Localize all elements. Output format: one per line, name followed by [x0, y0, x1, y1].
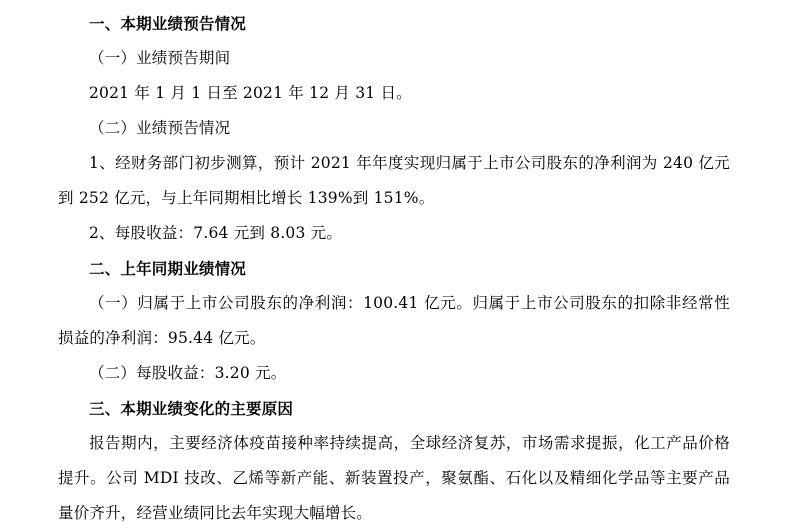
reason-paragraph: 报告期内，主要经济体疫苗接种率持续提高，全球经济复苏，市场需求提振，化工产品价格提升。公司 MDI 技改、乙烯等新产能、新装置投产，聚氨酯、石化以及精细化学品等主要产品量价齐升，经营业绩同比去年实现大幅增长。 [58, 434, 730, 522]
subsection-heading-1-2: （二）业绩预告情况 [89, 119, 231, 137]
forecast-item-2: 2、每股收益：7.64 元到 8.03 元。 [89, 224, 343, 242]
section-heading-2: 二、上年同期业绩情况 [89, 259, 247, 278]
forecast-item-1: 1、经财务部门初步测算，预计 2021 年年度实现归属于上市公司股东的净利润为 240 亿元到 252 亿元，与上年同期相比增长 139%到 151%。 [58, 154, 730, 207]
subsection-heading-1-1: （一）业绩预告期间 [89, 49, 231, 67]
forecast-period-text: 2021 年 1 月 1 日至 2021 年 12 月 31 日。 [89, 84, 412, 102]
section-heading-1: 一、本期业绩预告情况 [89, 14, 247, 33]
prior-year-eps: （二）每股收益：3.20 元。 [89, 364, 287, 382]
section-heading-3: 三、本期业绩变化的主要原因 [89, 399, 294, 418]
prior-year-net-profit: （一）归属于上市公司股东的净利润：100.41 亿元。归属于上市公司股东的扣除非经常性损益的净利润：95.44 亿元。 [58, 294, 730, 347]
